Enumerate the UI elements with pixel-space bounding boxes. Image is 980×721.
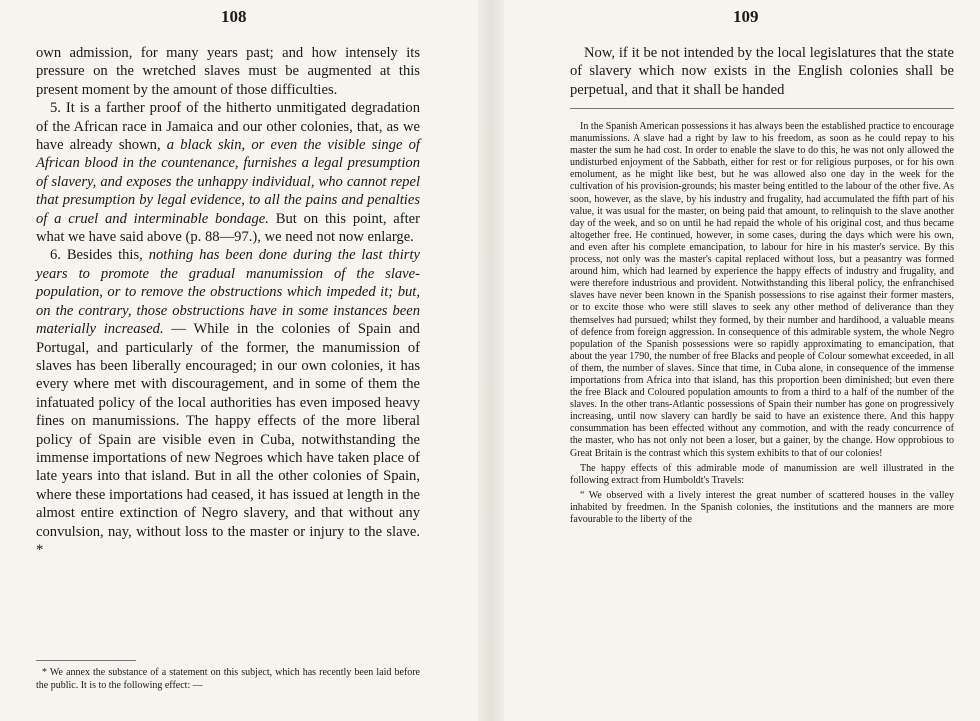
right-page	[512, 0, 980, 721]
footnote-paragraph: “ We observed with a lively interest the great number of scattered houses in the valley inhabited by freedmen. In the Spanish colonies, the institutions and the manners are more favourable to the liberty of the	[570, 489, 954, 525]
italic-passage: a black skin, or even the visible singe of African blood in the countenance, furnishes a legal presumption of slavery, and exposes the unhappy individual, who cannot repel that presumption by legal evidence, to all the pains and penalties of a cruel and interminable bondage.	[36, 137, 420, 227]
book-gutter	[478, 0, 504, 721]
page-number-right: 109	[733, 7, 759, 26]
footnote-rule	[570, 108, 954, 109]
paragraph: 5. It is a farther proof of the hitherto unmitigated degradation of the African race in Jamaica and our other colonies, that, as we have already shown, a black skin, or even the visible singe of African blood in the countenance, furnishes a legal presumption of slavery, and exposes the unhappy individual, who cannot repel that presumption by legal evidence, to all the pains and penalties of a cruel and interminable bondage. But on this point, after what we have said above (p. 88—97.), we need not now enlarge.	[36, 100, 420, 246]
footnote-paragraph: In the Spanish American possessions it has always been the established practice to encourage manumissions. A slave had a right by law to his freedom, as soon as he could repay to his master the sum he had cost. In order to enable the slave to do this, he was not only allowed the undisturbed enjoyment of the Sabbath, either for rest or for religious purposes, or for his own emolument, as he might like best, but he was allowed also one day in the week for the cultivation of his provision-grounds; his master being entitled to the labour of the other five. As soon, however, as the slave, by his industry and frugality, had accumulated the fifth part of his value, it was usual for the master, on being paid that amount, to relinquish to the slave another day of the week, and so on until he had repaid the whole of his original cost, and thus became altogether free. He continued, however, in some cases, during the days which were his own, and even after his complete emancipation, to labour for hire in his master's service. By this process, not only was the master's capital replaced without loss, but a peasantry was formed around him, which had learned by experience the happy effects of industry and frugality, and were therefore industrious and provident. Notwithstanding this liberal policy, the enfranchised slaves have never been known in the Spanish possessions to rise against their former masters, or to excite those who were still slaves to seek any other method of deliverance than they themselves had pursued; whilst they formed, by their number and hardihood, a valuable means of defence from foreign aggression. In consequence of this admirable system, the whole Negro population of the Spanish possessions were so rapidly approximating to emancipation, that about the year 1790, the number of free Blacks and people of Colour somewhat exceeded, in all of them, the number of slaves. Since that time, in Cuba alone, in consequence of the immense importations from Africa into that island, has this proportion been diminished; but even there the free Black and Coloured population amounts to from a third to a half of the number of the slaves. In the other trans-Atlantic possessions of Spain their number has gone on progressively increasing, until now slavery can hardly be said to have an existence there. And this happy consummation has been effected without any commotion, and with the ready concurrence of the master, who has not only not been a loser, but a gainer, by the change. How opprobious to Great Britain is the contrast which this system exhibits to that of our colonies!	[570, 121, 954, 459]
paragraph: Now, if it be not intended by the local legislatures that the state of slavery which now exists in the English colonies shall be perpetual, and that it shall be handed	[570, 45, 954, 98]
page-number-left: 108	[221, 7, 247, 26]
paragraph: 6. Besides this, nothing has been done during the last thirty years to promote the gradual manumission of the slave-population, or to remove the obstructions which impeded it; but, on the contrary, those obstructions have in some instances been materially increased. — While in the colonies of Spain and Portugal, and particularly of the former, the manumission of slaves has been liberally encouraged; in our own colonies, it has every where met with discouragement, and in some of them the infatuated policy of the local authorities has even imposed heavy fines on manumissions. The happy effects of the more liberal policy of Spain are visible even in Cuba, notwithstanding the immense importations of new Negroes which have taken place of late years into that island. But in all the other colonies of Spain, where these importations had ceased, it has issued at length in the almost entire extinction of Negro slavery, and that without any convulsion, nay, without loss to the master or injury to the slave. *	[36, 247, 420, 558]
footnote-rule	[36, 660, 136, 661]
right-page-body	[570, 44, 954, 99]
footnote: * We annex the substance of a statement on this subject, which has recently been laid before the public. It is to the following effect: —	[36, 667, 420, 692]
left-page-body	[36, 44, 420, 559]
italic-passage: nothing has been done during the last thirty years to promote the gradual manumission of the slave-population, or to remove the obstructions which impeded it; but, on the contrary, those obstructions have in some instances been materially increased.	[36, 247, 420, 338]
paragraph: own admission, for many years past; and how intensely its pressure on the wretched slaves must be augmented at this present moment by the amount of those difficulties.	[36, 45, 420, 98]
footnote-paragraph: The happy effects of this admirable mode of manumission are well illustrated in the following extract from Humboldt's Travels:	[570, 462, 954, 486]
left-page	[0, 0, 470, 721]
footnote-continuation	[570, 121, 954, 526]
